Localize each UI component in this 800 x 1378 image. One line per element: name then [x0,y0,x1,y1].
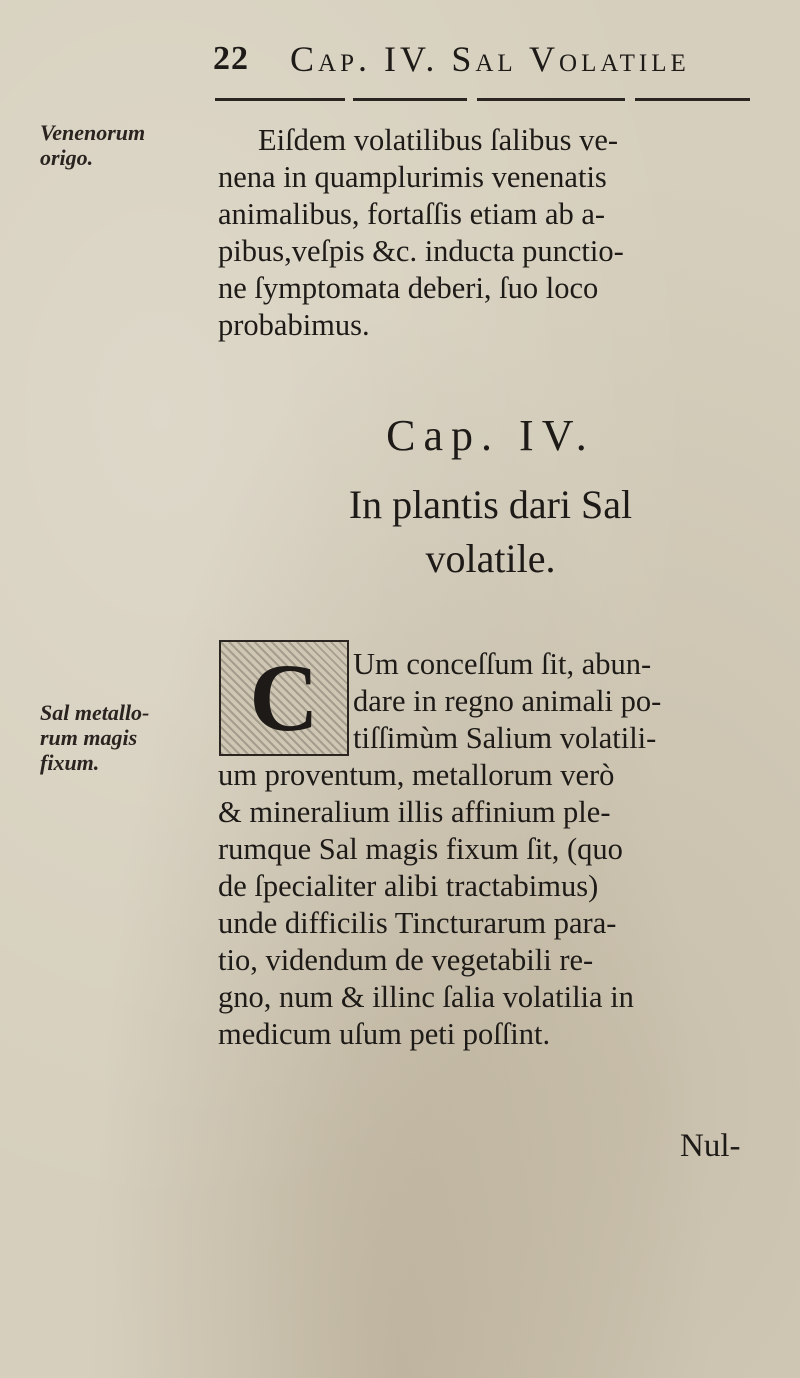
text-line: rumque Sal magis fixum ſit, (quo [218,832,623,866]
text-line: medicum uſum peti poſſint. [218,1017,551,1051]
subtitle-line: In plantis dari Sal [348,482,633,527]
text-line: unde difficilis Tincturarum para- [218,906,617,940]
margin-note-sal-metallorum: Sal metallo- rum magis fixum. [40,700,150,775]
margin-note-venenorum: Venenorum origo. [40,120,146,170]
text-line: ne ſymptomata deberi, ſuo loco [218,271,599,305]
text-line: tiſſimùm Salium volatili- [353,721,657,755]
text-line: tio, videndum de vegetabili re- [218,943,594,977]
text-line: dare in regno animali po- [353,684,662,718]
catchword: Nul- [680,1128,741,1164]
text-line: pibus,veſpis &c. inducta punctio- [218,234,624,268]
chapter-subtitle [218,478,763,586]
text-line: gno, num & illinc ſalia volatilia in [218,980,634,1014]
text-line: um proventum, metallorum verò [218,758,615,792]
text-line: animalibus, fortaſſis etiam ab a- [218,197,606,231]
text-line: de ſpecialiter alibi tractabimus) [218,869,599,903]
text-line: probabimus. [218,308,370,342]
text-line: Um conceſſum ſit, abun- [353,647,652,681]
header-rule [215,98,750,101]
paragraph-2 [218,646,763,1053]
running-head: Cap. IV. Sal Volatile [290,39,690,79]
subtitle-line: volatile. [425,536,556,581]
paragraph-1 [218,122,763,344]
text-line: nena in quamplurimis venenatis [218,160,607,194]
text-line: & mineralium illis affinium ple- [218,795,611,829]
text-line: Eiſdem volatilibus ſalibus ve- [258,123,619,157]
chapter-title: Cap. IV. [386,411,595,460]
initial-letter: C [249,644,319,751]
page-number: 22 [213,40,249,77]
